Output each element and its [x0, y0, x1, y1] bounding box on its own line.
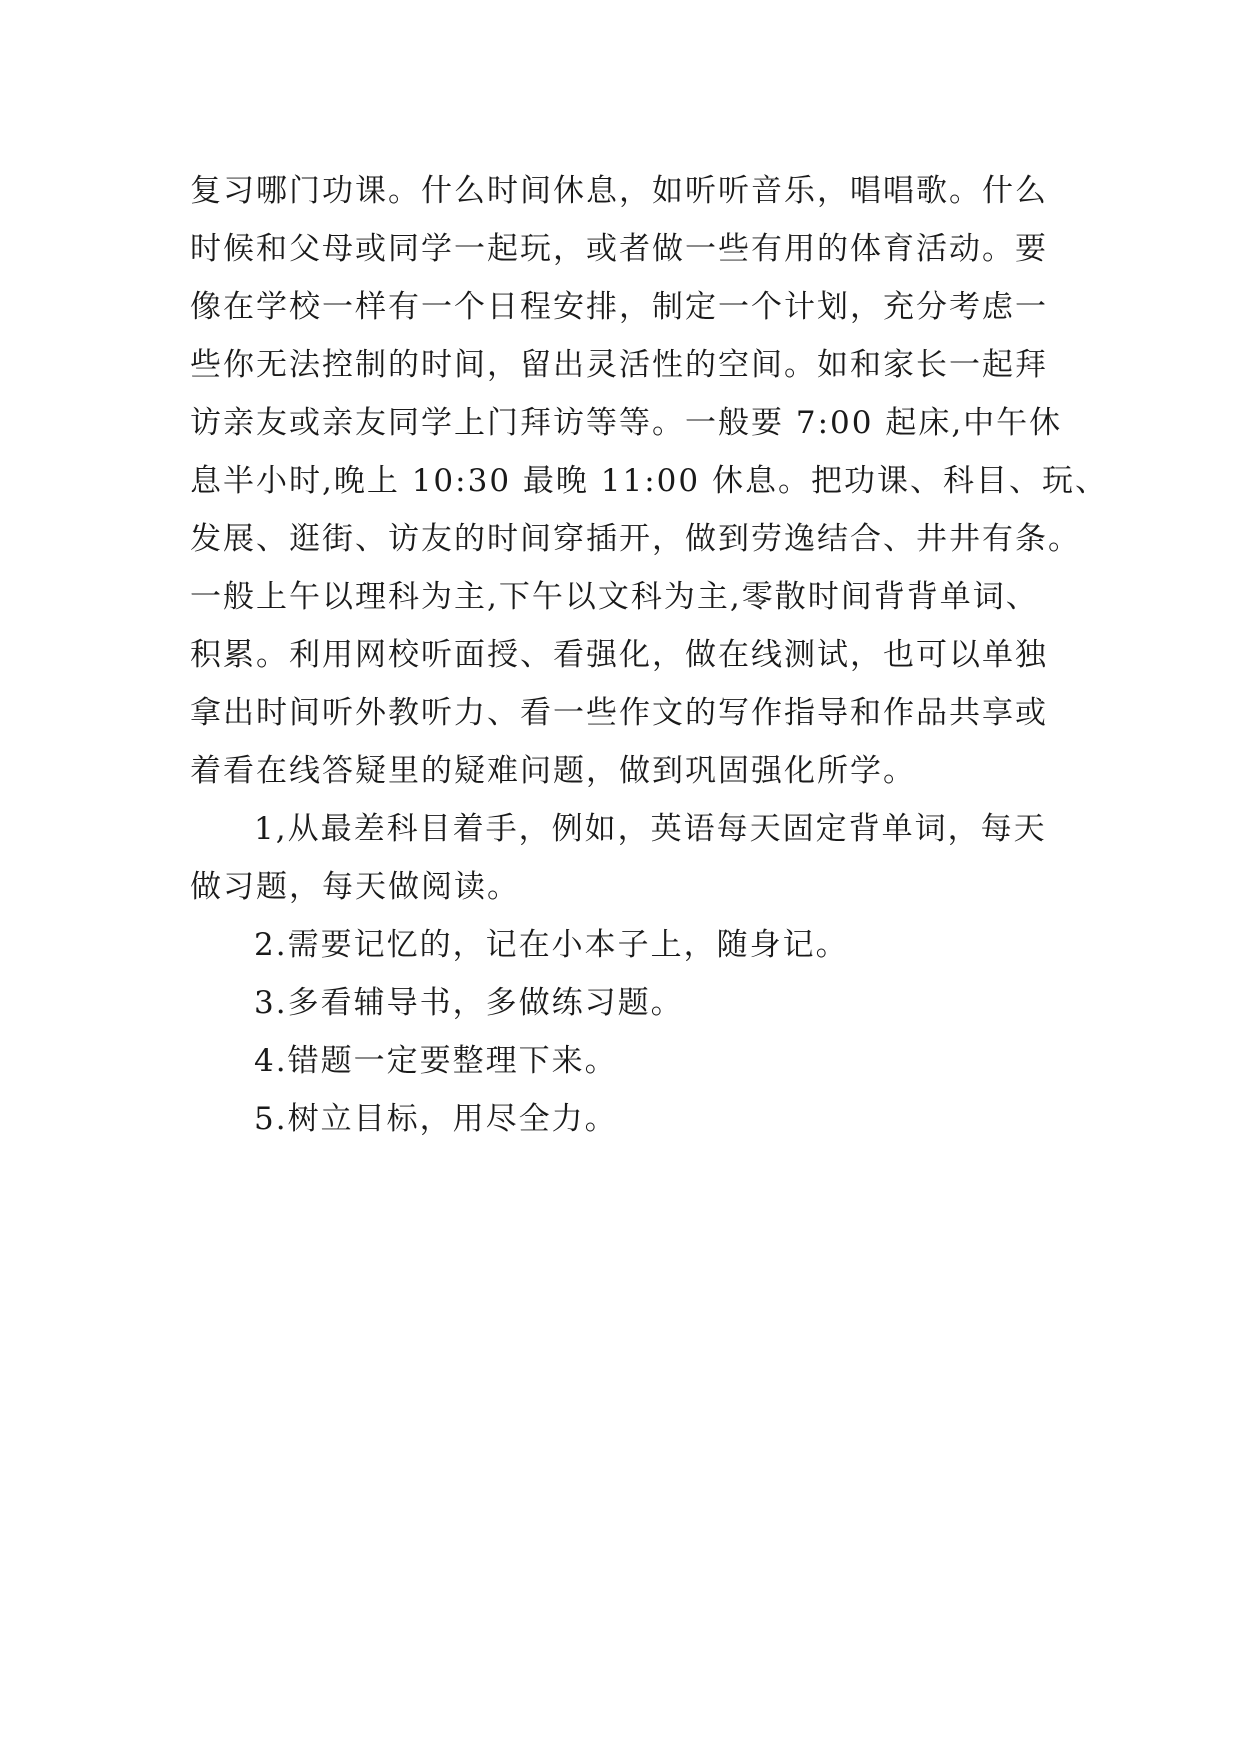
paragraph-line: 时候和父母或同学一起玩，或者做一些有用的体育活动。要	[190, 231, 1048, 267]
paragraph	[190, 162, 1108, 800]
paragraph-line: 访亲友或亲友同学上门拜访等等。一般要 7:00 起床,中午休	[190, 405, 1063, 441]
paragraph-line: 像在学校一样有一个日程安排，制定一个计划，充分考虑一	[190, 289, 1048, 325]
list-item-4: 4.错题一定要整理下来。	[254, 1043, 618, 1079]
list-item-3: 3.多看辅导书，多做练习题。	[254, 985, 684, 1021]
list-item-line: 做习题，每天做阅读。	[190, 869, 520, 905]
paragraph-line: 发展、逛街、访友的时间穿插开，做到劳逸结合、井井有条。	[190, 521, 1081, 557]
paragraph-line: 些你无法控制的时间，留出灵活性的空间。如和家长一起拜	[190, 347, 1048, 383]
list-item-2: 2.需要记忆的，记在小本子上，随身记。	[254, 927, 849, 963]
paragraph-line: 着看在线答疑里的疑难问题，做到巩固强化所学。	[190, 753, 916, 789]
list-item-line: 1,从最差科目着手，例如，英语每天固定背单词，每天	[254, 811, 1047, 847]
paragraph-line: 一般上午以理科为主,下午以文科为主,零散时间背背单词、	[190, 579, 1039, 615]
document-body	[190, 162, 1108, 1148]
list-item-1	[190, 800, 1070, 916]
paragraph-line: 拿出时间听外教听力、看一些作文的写作指导和作品共享或	[190, 695, 1048, 731]
list-item-5: 5.树立目标，用尽全力。	[254, 1101, 618, 1137]
paragraph-line: 息半小时,晚上 10:30 最晚 11:00 休息。把功课、科目、玩、	[190, 463, 1108, 499]
paragraph-line: 复习哪门功课。什么时间休息，如听听音乐，唱唱歌。什么	[190, 173, 1048, 209]
paragraph-line: 积累。利用网校听面授、看强化，做在线测试，也可以单独	[190, 637, 1048, 673]
